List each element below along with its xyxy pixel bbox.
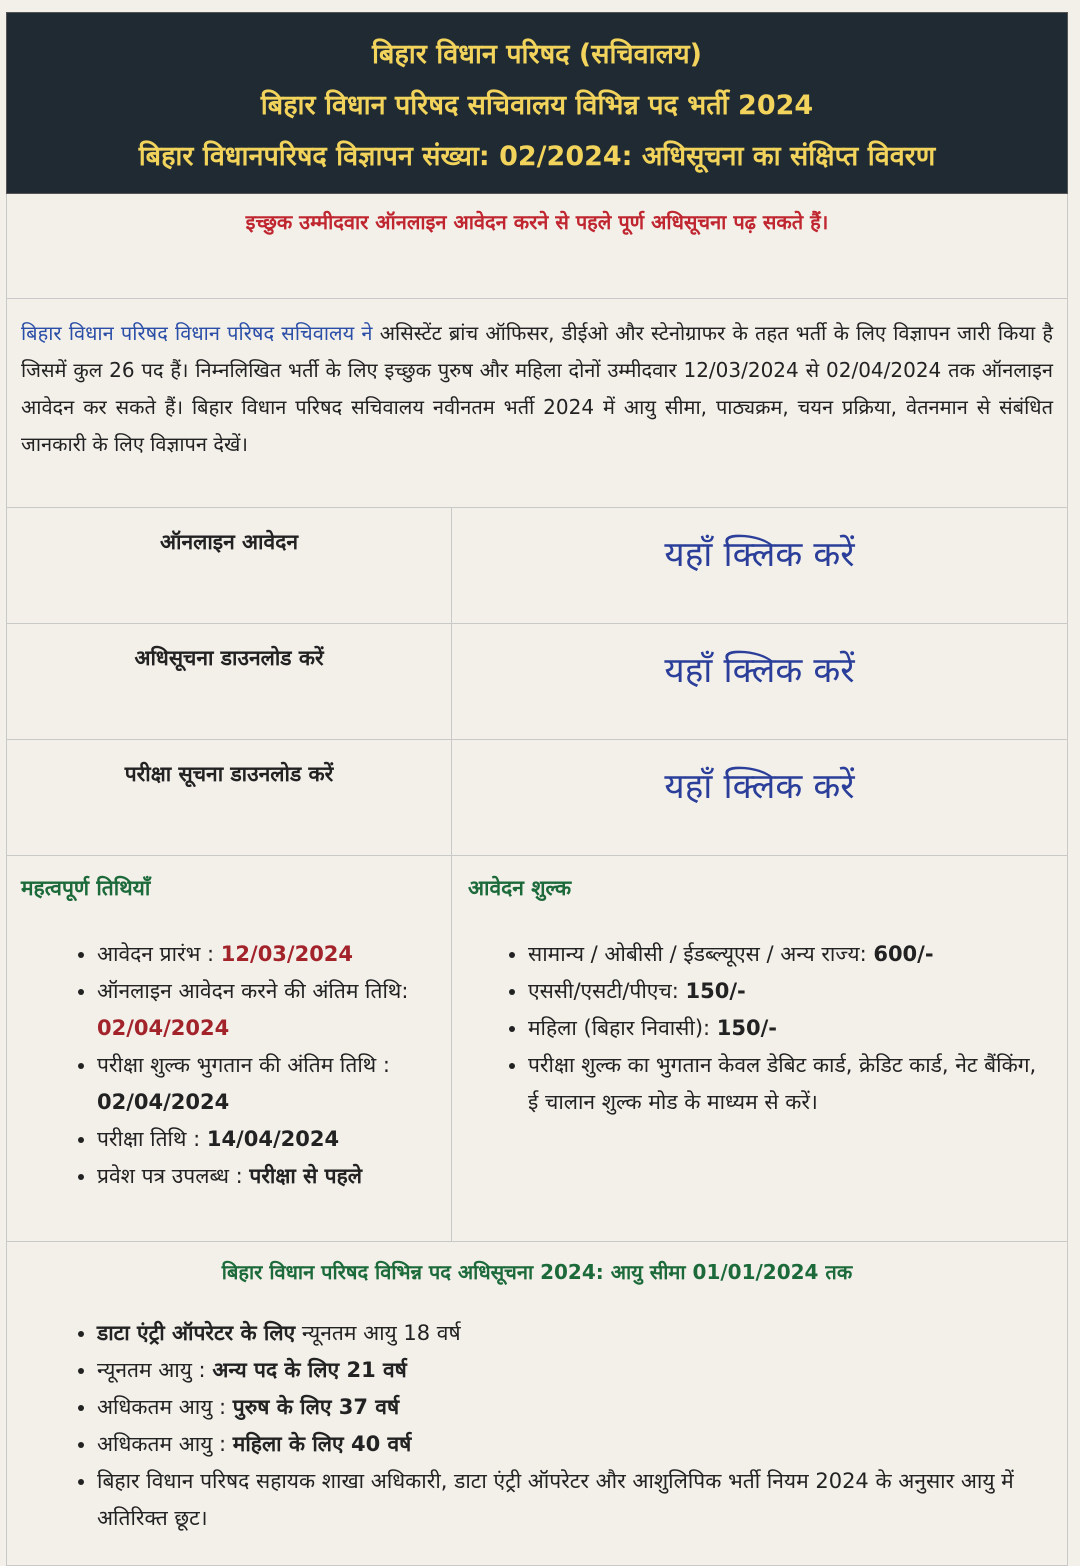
intro-link[interactable]: बिहार विधान परिषद विधान परिषद सचिवालय ने [21, 321, 373, 345]
header-advertisement: बिहार विधानपरिषद विज्ञापन संख्या: 02/2024: अधिसूचना का संक्षिप्त विवरण [138, 141, 936, 172]
list-item: • सामान्य / ओबीसी / ईडब्ल्यूएस / अन्य राज्य: 600/- [528, 936, 1053, 973]
click-here-link[interactable]: यहाँ क्लिक करें [664, 767, 855, 807]
age-list [21, 1315, 1053, 1537]
list-item: • महिला (बिहार निवासी): 150/- [528, 1010, 1053, 1047]
link-row-notification [6, 624, 1068, 740]
list-item: • डाटा एंट्री ऑपरेटर के लिए न्यूनतम आयु 18 वर्ष [97, 1315, 1053, 1352]
list-item: • बिहार विधान परिषद सहायक शाखा अधिकारी, डाटा एंट्री ऑपरेटर और आशुलिपिक भर्ती नियम 2024 के अनुसार आयु में अतिरिक्त छूट। [97, 1463, 1053, 1537]
fee-list [468, 936, 1053, 1121]
age-heading: बिहार विधान परिषद विभिन्न पद अधिसूचना 2024: आयु सीमा 01/01/2024 तक [221, 1260, 853, 1284]
list-item: • न्यूनतम आयु : अन्य पद के लिए 21 वर्ष [97, 1352, 1053, 1389]
click-here-link[interactable]: यहाँ क्लिक करें [664, 651, 855, 691]
link-label: अधिसूचना डाउनलोड करें [7, 624, 452, 739]
page-header [6, 12, 1068, 194]
header-title: बिहार विधान परिषद (सचिवालय) [372, 39, 702, 70]
list-item: • प्रवेश पत्र उपलब्ध : परीक्षा से पहले [97, 1158, 437, 1195]
list-item: • परीक्षा तिथि : 14/04/2024 [97, 1121, 437, 1158]
list-item: • अधिकतम आयु : महिला के लिए 40 वर्ष [97, 1426, 1053, 1463]
list-item: • अधिकतम आयु : पुरुष के लिए 37 वर्ष [97, 1389, 1053, 1426]
application-fee [452, 856, 1067, 1241]
dates-heading: महत्वपूर्ण तिथियाँ [21, 876, 151, 900]
important-dates [7, 856, 452, 1241]
list-item: • ऑनलाइन आवेदन करने की अंतिम तिथि: 02/04/2024 [97, 973, 437, 1047]
link-label: परीक्षा सूचना डाउनलोड करें [7, 740, 452, 855]
list-item: • परीक्षा शुल्क का भुगतान केवल डेबिट कार्ड, क्रेडिट कार्ड, नेट बैंकिंग, ई चालान शुल्क मोड के माध्यम से करें। [528, 1047, 1053, 1121]
page [6, 12, 1068, 1566]
age-limit-section [6, 1242, 1068, 1566]
click-here-link[interactable]: यहाँ क्लिक करें [664, 535, 855, 575]
link-row-exam-notice [6, 740, 1068, 856]
fee-heading: आवेदन शुल्क [468, 876, 572, 900]
list-item: • परीक्षा शुल्क भुगतान की अंतिम तिथि : 02/04/2024 [97, 1047, 437, 1121]
list-item: • एससी/एसटी/पीएच: 150/- [528, 973, 1053, 1010]
notice-text: इच्छुक उम्मीदवार ऑनलाइन आवेदन करने से पहले पूर्ण अधिसूचना पढ़ सकते हैं। [6, 194, 1068, 299]
header-subtitle: बिहार विधान परिषद सचिवालय विभिन्न पद भर्ती 2024 [260, 90, 814, 121]
dates-fees-section [6, 856, 1068, 1242]
intro-paragraph [6, 299, 1068, 508]
intro-body: असिस्टेंट ब्रांच ऑफिसर, डीईओ और स्टेनोग्राफर के तहत भर्ती के लिए विज्ञापन जारी किया है जिसमें कुल 26 पद हैं। निम्नलिखित भर्ती के लिए इच्छुक पुरुष और महिला दोनों उम्मीदवार 12/03/2024 से 02/04/2024 तक ऑनलाइन आवेदन कर सकते हैं। बिहार विधान परिषद सचिवालय नवीनतम भर्ती 2024 में आयु सीमा, पाठ्यक्रम, चयन प्रक्रिया, वेतनमान से संबंधित जानकारी के लिए विज्ञापन देखें। [21, 321, 1053, 456]
dates-list [21, 936, 437, 1195]
link-row-online-apply [6, 508, 1068, 624]
link-label: ऑनलाइन आवेदन [7, 508, 452, 623]
list-item: • आवेदन प्रारंभ : 12/03/2024 [97, 936, 437, 973]
